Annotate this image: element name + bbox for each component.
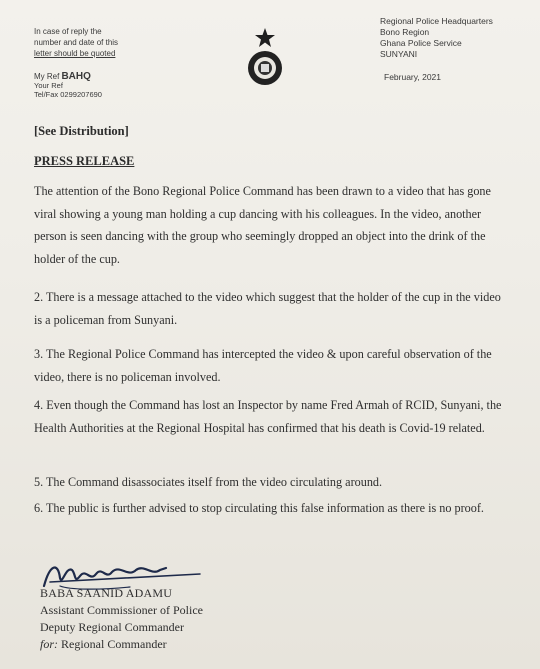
signatory-position: Deputy Regional Commander <box>40 620 184 634</box>
letter-date: February, 2021 <box>384 72 442 82</box>
paragraph-4: 4. Even though the Command has lost an Inspector by name Fred Armah of RCID, Sunyani, the Health Authorities at the Regional Hospital has confirmed that his death is Covid-19 related. <box>34 398 502 435</box>
reference-block <box>34 72 204 99</box>
signatory-rank: Assistant Commissioner of Police <box>40 603 203 617</box>
my-ref-label: My Ref <box>34 72 60 81</box>
your-ref-label: Your Ref <box>34 81 63 90</box>
press-release-title: PRESS RELEASE <box>34 154 135 168</box>
for-value: Regional Commander <box>61 637 167 651</box>
signature-block <box>40 585 300 653</box>
reply-note-line-1: In case of reply the <box>34 27 102 36</box>
signatory-name: BABA SAANID ADAMU <box>40 586 173 600</box>
police-crest-icon <box>240 26 290 88</box>
reply-note-line-3: letter should be quoted <box>34 49 116 58</box>
address-line-3: Ghana Police Service <box>380 38 462 48</box>
address-line-2: Bono Region <box>380 27 430 37</box>
reply-note <box>34 26 184 59</box>
paragraph-2: 2. There is a message attached to the video which suggest that the holder of the cup in the video is a policeman from Sunyani. <box>34 290 501 327</box>
paragraph-3: 3. The Regional Police Command has intercepted the video & upon careful observation of the video, there is no policeman involved. <box>34 347 492 384</box>
address-line-4: SUNYANI <box>380 49 418 59</box>
paragraph-1: The attention of the Bono Regional Police Command has been drawn to a video that has gone viral showing a young man holding a cup dancing with his colleagues. In the video, another person is seen dancing with the group who seemingly dropped an object into the drink of the holder of the cup. <box>34 184 491 266</box>
address-line-1: Regional Police Headquarters <box>380 16 493 26</box>
paragraph-5: 5. The Command disassociates itself from the video circulating around. <box>34 475 383 489</box>
my-ref-value: BAHQ <box>61 71 91 82</box>
paragraph-6: 6. The public is further advised to stop circulating this false information as there is no proof. <box>34 501 484 515</box>
for-label: for: <box>40 637 58 651</box>
distribution-label: [See Distribution] <box>34 124 129 138</box>
hq-address <box>380 16 530 60</box>
reply-note-line-2: number and date of this <box>34 38 119 47</box>
telfax: Tel/Fax 0299207690 <box>34 90 102 99</box>
